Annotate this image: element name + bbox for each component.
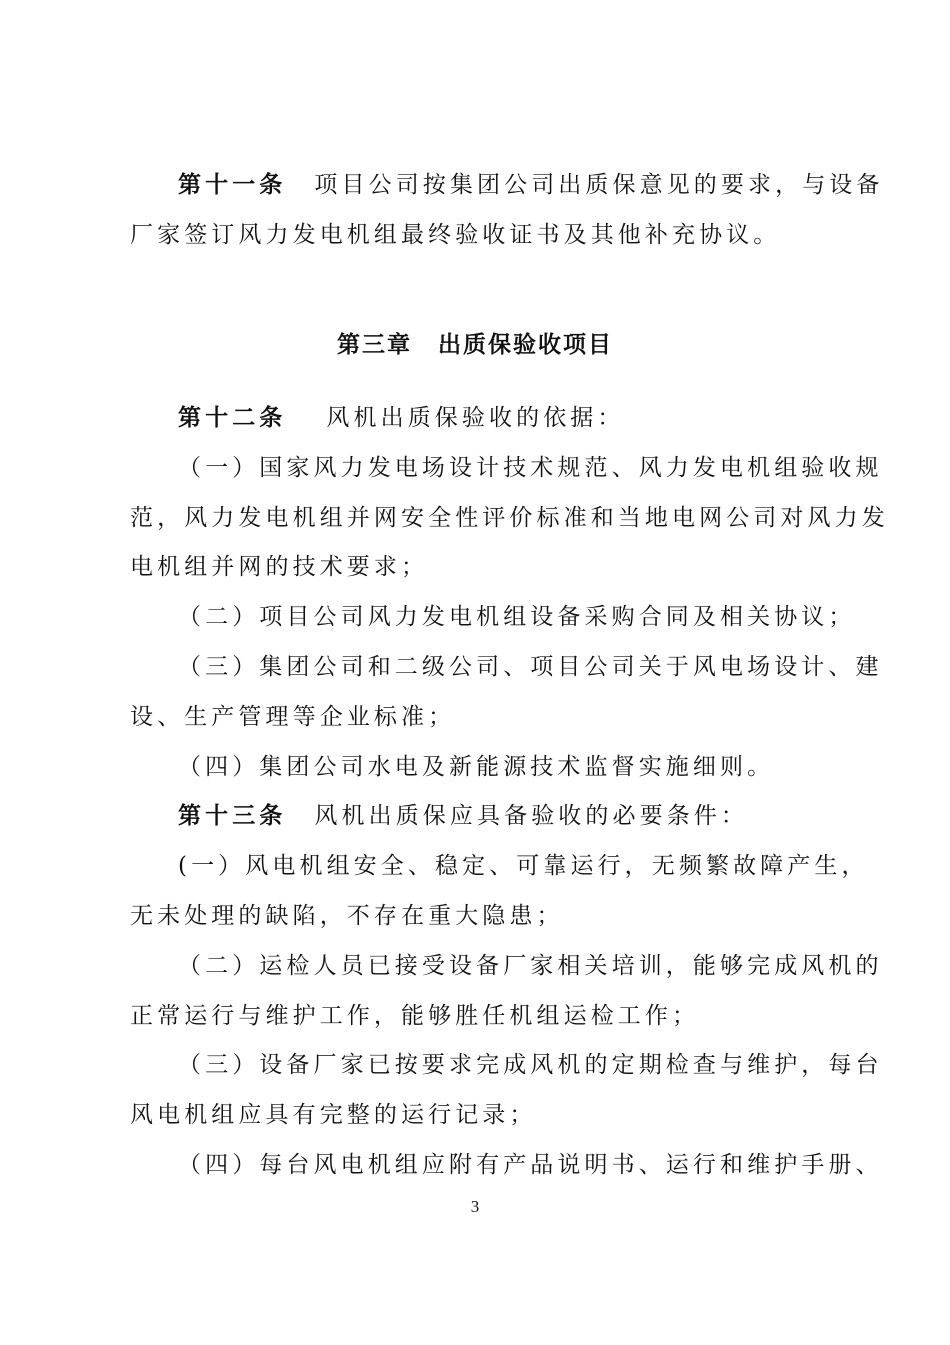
article-13-item-2-line-2: 正常运行与维护工作，能够胜任机组运检工作； [130,1003,700,1029]
article-12-title: 第十二条 [178,404,287,431]
article-11-line-1 [178,170,884,200]
chapter-title: 出质保验收项目 [438,331,613,358]
article-13-item-3-line-1: （三）设备厂家已按要求完成风机的定期检查与维护，每台 [178,1052,883,1078]
article-12-line-1 [178,403,840,433]
article-13-item-1-line-2: 无未处理的缺陷，不存在重大隐患； [130,903,564,929]
article-12-item-3-line-1: （三）集团公司和二级公司、项目公司关于风电场设计、建 [178,654,883,680]
article-12-intro: 风机出质保验收的依据： [326,405,625,431]
article-11-title: 第十一条 [178,171,287,198]
article-12-item-1-line-1: （一）国家风力发电场设计技术规范、风力发电机组验收规 [178,455,883,481]
chapter-number: 第三章 [337,331,412,358]
article-12-item-4: （四）集团公司水电及新能源技术监督实施细则。 [178,754,775,780]
chapter-heading [0,330,950,360]
article-13-intro: 风机出质保应具备验收的必要条件： [314,803,749,829]
article-11-text: 项目公司按集团公司出质保意见的要求，与设备 [314,172,884,198]
article-12-item-3-line-2: 设、生产管理等企业标准； [130,704,456,730]
article-12-item-2: （二）项目公司风力发电机组设备采购合同及相关协议； [178,604,856,630]
page-number: 3 [470,1197,480,1216]
article-13-title: 第十三条 [178,802,287,829]
article-13-item-2-line-1: （二）运检人员已接受设备厂家相关培训，能够完成风机的 [178,953,883,979]
article-13-line-1 [178,801,840,831]
article-13-item-4-line-1: （四）每台风电机组应附有产品说明书、运行和维护手册、 [178,1152,883,1178]
article-12-item-1-line-2: 范，风力发电机组并网安全性评价标准和当地电网公司对风力发 [130,505,889,531]
article-11-line-2: 厂家签订风力发电机组最终验收证书及其他补充协议。 [130,222,781,248]
article-13-item-3-line-2: 风电机组应具有完整的运行记录； [130,1102,537,1128]
article-12-item-1-line-3: 电机组并网的技术要求； [130,554,429,580]
article-13-item-1-line-1: (一）风电机组安全、稳定、可靠运行，无频繁故障产生， [178,853,869,879]
